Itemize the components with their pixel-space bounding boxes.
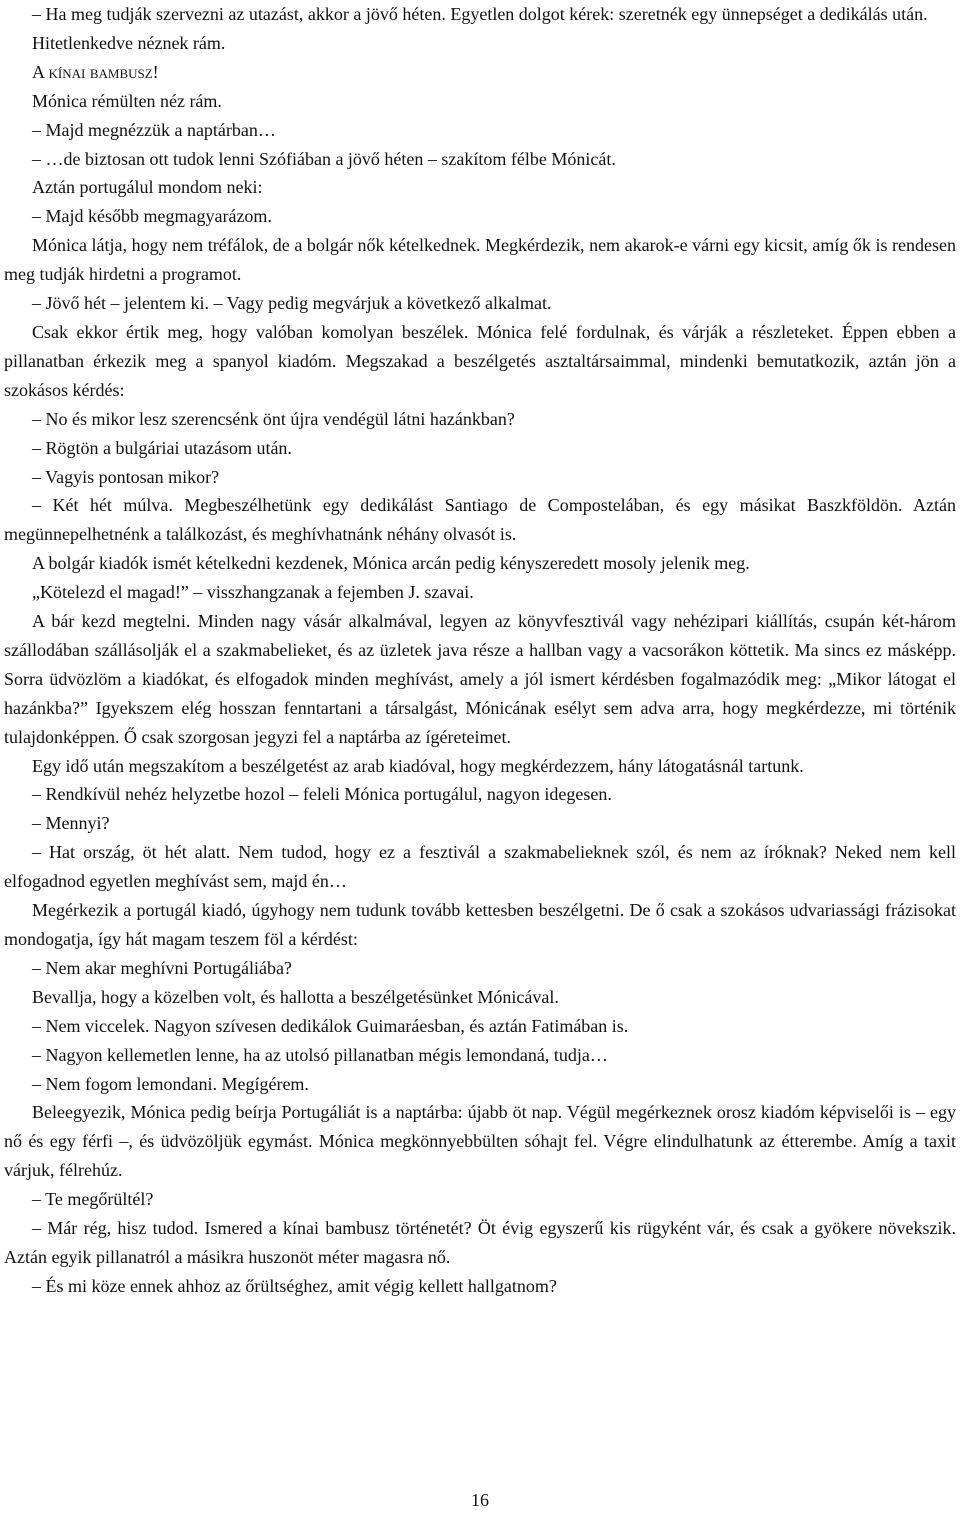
paragraph: Mónica látja, hogy nem tréfálok, de a bolgár nők kételkednek. Megkérdezik, nem akarok-e várni egy kicsit, amíg ők is rendesen meg tudják hirdetni a programot. bbox=[4, 235, 956, 285]
paragraph: – Hat ország, öt hét alatt. Nem tudod, hogy ez a fesztivál a szakmabelieknek szól, és nem az íróknak? Neked nem kell elfogadnod egyetlen meghívást sem, majd én… bbox=[4, 842, 956, 892]
paragraph: – Rögtön a bulgáriai utazásom után. bbox=[32, 437, 292, 458]
paragraph: A kínai bambusz! bbox=[32, 61, 159, 82]
paragraph: – Két hét múlva. Megbeszélhetünk egy dedikálást Santiago de Compostelában, és egy másikat Baszkföldön. Aztán megünnepelhetnénk a találkozást, és meghívhatnánk néhány olvasót is. bbox=[4, 495, 956, 545]
paragraph: – …de biztosan ott tudok lenni Szófiában a jövő héten – szakítom félbe Mónicát. bbox=[32, 148, 616, 169]
paragraph: – Nagyon kellemetlen lenne, ha az utolsó pillanatban mégis lemondaná, tudja… bbox=[32, 1044, 608, 1065]
paragraph: – No és mikor lesz szerencsénk önt újra vendégül látni hazánkban? bbox=[32, 408, 515, 429]
paragraph: – Nem akar meghívni Portugáliába? bbox=[32, 957, 292, 978]
paragraph: Beleegyezik, Mónica pedig beírja Portugáliát is a naptárba: újabb öt nap. Végül megérkeznek orosz kiadóm képviselői is – egy nő és egy férfi –, és üdvözöljük egymást. Mónica megkönnyebbülten sóhajt fel. Végre elindulhatunk az étterembe. Amíg a taxit várjuk, félrehúz. bbox=[4, 1102, 956, 1181]
paragraph: Hitetlenkedve néznek rám. bbox=[32, 32, 226, 53]
paragraph: – Majd később megmagyarázom. bbox=[32, 206, 272, 227]
paragraph: – Majd megnézzük a naptárban… bbox=[32, 119, 276, 140]
paragraph: Aztán portugálul mondom neki: bbox=[32, 177, 263, 198]
paragraph: – Nem viccelek. Nagyon szívesen dedikálok Guimaráesban, és aztán Fatimában is. bbox=[32, 1015, 629, 1036]
paragraph: – Nem fogom lemondani. Megígérem. bbox=[32, 1073, 309, 1094]
paragraph: – És mi köze ennek ahhoz az őrültséghez, amit végig kellett hallgatnom? bbox=[32, 1275, 557, 1296]
paragraph: – Vagyis pontosan mikor? bbox=[32, 466, 220, 487]
paragraph: Csak ekkor értik meg, hogy valóban komolyan beszélek. Mónica felé fordulnak, és várják a részleteket. Éppen ebben a pillanatban érkezik meg a spanyol kiadóm. Megszakad a beszélgetés asztaltársaimmal, mindenki bemutatkozik, aztán jön a szokásos kérdés: bbox=[4, 321, 956, 400]
paragraph: Egy idő után megszakítom a beszélgetést az arab kiadóval, hogy megkérdezzem, hány látogatásnál tartunk. bbox=[32, 755, 804, 776]
paragraph: „Kötelezd el magad!” – visszhangzanak a fejemben J. szavai. bbox=[32, 582, 474, 603]
paragraph: – Már rég, hisz tudod. Ismered a kínai bambusz történetét? Öt évig egyszerű kis rügyként vár, és csak a gyökere növekszik. Aztán egyik pillanatról a másikra huszonöt méter magasra nő. bbox=[4, 1218, 956, 1267]
paragraph: – Jövő hét – jelentem ki. – Vagy pedig megvárjuk a következő alkalmat. bbox=[32, 293, 552, 314]
paragraph: Mónica rémülten néz rám. bbox=[32, 90, 222, 111]
paragraph: – Mennyi? bbox=[32, 813, 110, 834]
paragraph: A bár kezd megtelni. Minden nagy vásár alkalmával, legyen az könyvfesztivál vagy nehézipari kiállítás, csupán két-három szállodában szállásolják el a szakmabelieket, és az üzletek java része a hallban vagy a vacsorákon köttetik. Ma sincs ez másképp. Sorra üdvözlöm a kiadókat, és elfogadok minden meghívást, amely a jól ismert kérdésben fogalmazódik meg: „Mikor látogat el hazánkba?” Igyekszem elég hosszan fenntartani a társalgást, Mónicának esélyt sem adva arra, hogy megkérdezze, mi történik tulajdonképpen. Ő csak szorgosan jegyzi fel a naptárba az ígéreteimet. bbox=[4, 611, 956, 747]
paragraph: A bolgár kiadók ismét kételkedni kezdenek, Mónica arcán pedig kényszeredett mosoly jelenik meg. bbox=[32, 553, 750, 574]
paragraph: – Ha meg tudják szervezni az utazást, akkor a jövő héten. Egyetlen dolgot kérek: szeretnék egy ünnepséget a dedikálás után. bbox=[32, 4, 928, 24]
paragraph: – Rendkívül nehéz helyzetbe hozol – feleli Mónica portugálul, nagyon idegesen. bbox=[32, 784, 612, 805]
paragraph: Megérkezik a portugál kiadó, úgyhogy nem tudunk tovább kettesben beszélgetni. De ő csak a szokásos udvariassági frázisokat mondogatja, így hát magam teszem föl a kérdést: bbox=[4, 900, 956, 949]
page-number: 16 bbox=[471, 1490, 489, 1510]
paragraph: Bevallja, hogy a közelben volt, és hallotta a beszélgetésünket Mónicával. bbox=[32, 986, 559, 1007]
paragraph: – Te megőrültél? bbox=[32, 1189, 154, 1210]
body-text bbox=[4, 0, 956, 1301]
